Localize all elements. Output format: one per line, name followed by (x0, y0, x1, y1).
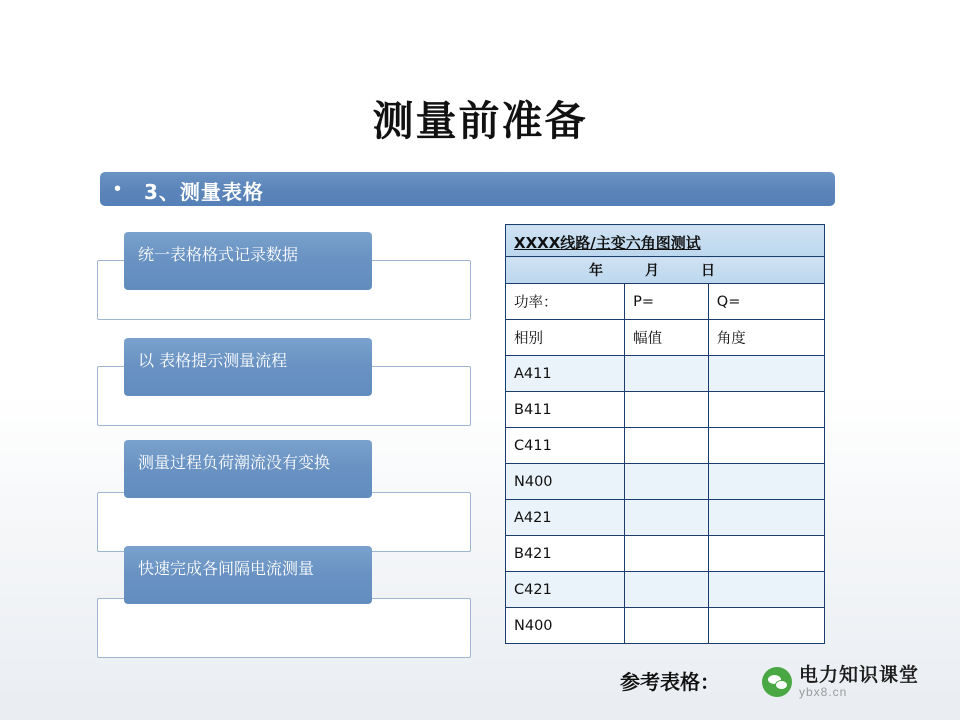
cell-amplitude[interactable] (625, 608, 709, 644)
cell-amplitude[interactable] (625, 536, 709, 572)
cell-angle[interactable] (708, 572, 824, 608)
cell-angle[interactable] (708, 392, 824, 428)
section-banner-label: 3、测量表格 (144, 180, 264, 204)
date-year-label: 年 (589, 263, 603, 279)
table-row (506, 392, 825, 428)
power-q-value[interactable]: Q= (708, 284, 824, 320)
table-row (506, 500, 825, 536)
date-month-label: 月 (645, 263, 659, 279)
cell-phase: B411 (506, 392, 625, 428)
table-row (506, 536, 825, 572)
wechat-account-name: 电力知识课堂 (799, 663, 920, 686)
cell-phase: C411 (506, 428, 625, 464)
cell-angle[interactable] (708, 464, 824, 500)
list-item-label: 以 表格提示测量流程 (124, 338, 372, 396)
cell-amplitude[interactable] (625, 428, 709, 464)
table-title: XXXX线路/主变六角图测试 (514, 233, 701, 252)
list-item-label: 快速完成各间隔电流测量 (124, 546, 372, 604)
table-row (506, 464, 825, 500)
page-title: 测量前准备 (372, 97, 588, 145)
cell-angle[interactable] (708, 608, 824, 644)
table-row (506, 356, 825, 392)
cell-phase: N400 (506, 608, 625, 644)
cell-amplitude[interactable] (625, 356, 709, 392)
list-item-label: 统一表格格式记录数据 (124, 232, 372, 290)
table-row-power (506, 284, 825, 320)
table-date-cell (506, 257, 825, 284)
section-banner (100, 172, 835, 206)
column-header-phase: 相别 (506, 320, 625, 356)
cell-angle[interactable] (708, 428, 824, 464)
power-p-value[interactable]: P= (625, 284, 709, 320)
table-header-row (506, 225, 825, 257)
table-row (506, 608, 825, 644)
date-day-label: 日 (701, 263, 715, 279)
table-date-row (506, 257, 825, 284)
table-row (506, 572, 825, 608)
cell-phase: A411 (506, 356, 625, 392)
cell-angle[interactable] (708, 536, 824, 572)
list-item-backplate (97, 598, 471, 658)
cell-amplitude[interactable] (625, 500, 709, 536)
measurement-table (505, 224, 825, 644)
column-header-amplitude: 幅值 (625, 320, 709, 356)
bullet-icon: • (114, 178, 122, 200)
cell-angle[interactable] (708, 356, 824, 392)
wechat-icon (762, 667, 792, 697)
column-header-angle: 角度 (708, 320, 824, 356)
cell-amplitude[interactable] (625, 464, 709, 500)
cell-angle[interactable] (708, 500, 824, 536)
power-label: 功率： (506, 284, 625, 320)
footer-note: 参考表格： (620, 670, 720, 694)
cell-phase: B421 (506, 536, 625, 572)
cell-phase: A421 (506, 500, 625, 536)
list-item-backplate (97, 492, 471, 552)
cell-amplitude[interactable] (625, 392, 709, 428)
table-column-header-row (506, 320, 825, 356)
cell-phase: C421 (506, 572, 625, 608)
cell-amplitude[interactable] (625, 572, 709, 608)
cell-phase: N400 (506, 464, 625, 500)
wechat-account-sub: ybx8.cn (799, 684, 848, 699)
wechat-badge (762, 660, 944, 704)
table-row (506, 428, 825, 464)
table-title-cell (506, 225, 825, 257)
list-item-label: 测量过程负荷潮流没有变换 (124, 440, 372, 498)
